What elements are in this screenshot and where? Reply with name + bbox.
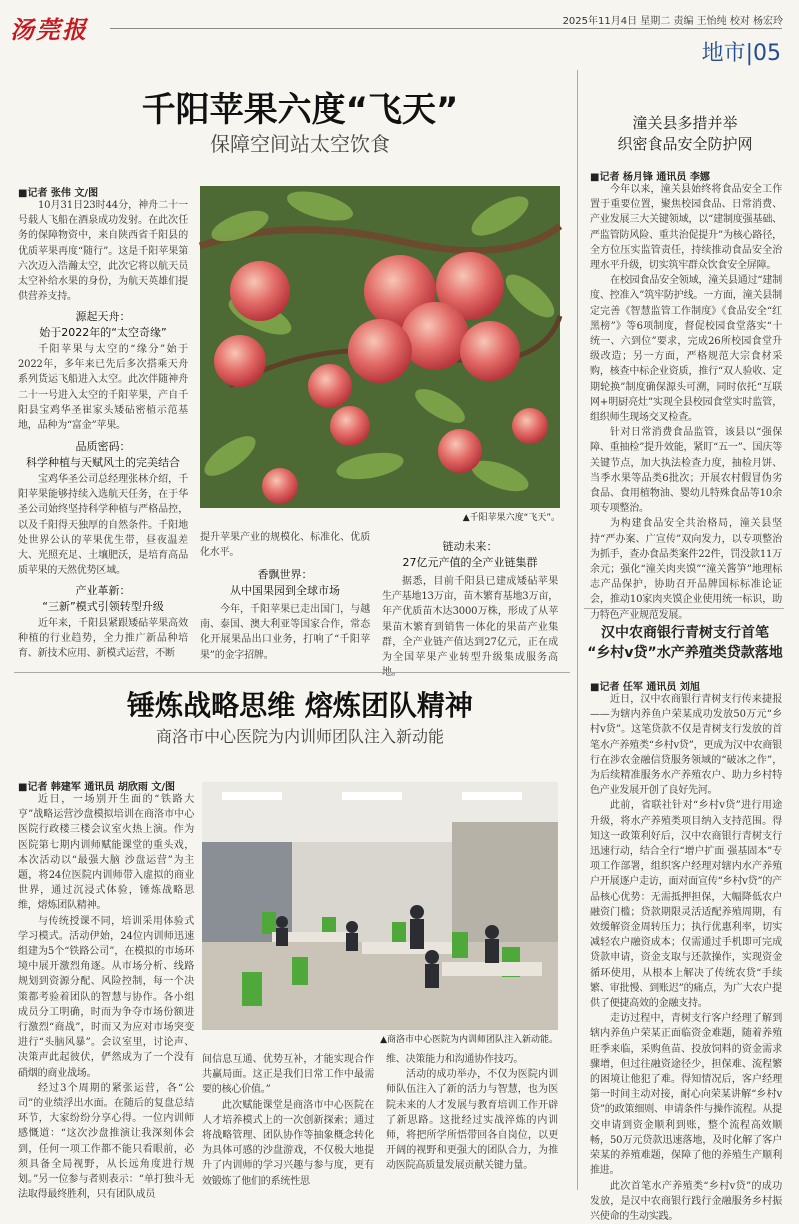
apple-tree-photo [200,186,560,508]
article1-body-6: 今年，千阳苹果已走出国门，与越南、泰国、澳大利亚等国家合作，常态化开展果品出口业务，打响了“千阳苹果”的金字招牌。 [200,604,370,661]
masthead-logo: 汤莞报 [10,15,88,44]
article2-byline: ■记者 韩建军 通讯员 胡欣雨 文/图 [18,782,176,793]
column-divider [577,70,578,1190]
article1-title: 千阳苹果六度“飞天” [141,90,459,130]
article1-heading-world: 香飘世界： 从中国果园到全球市场 [230,568,340,597]
article1-body-3: 宝鸡华圣公司总经理张林介绍，千阳苹果能够持续入选航天任务，在于华圣公司始终坚持科学种植与严格品控，以及千阳得天独厚的自然条件。千阳地处世界公认的苹果优生带，昼夜温差大、光照充足、土壤肥沃，是培育高品质苹果的天然优势区域。 [18,474,188,577]
article4-byline: ■记者 任军 通讯员 刘旭 [590,682,700,693]
article1-heading-innovation: 产业革新： “三新”模式引领转型升级 [42,584,164,613]
article2-body-2: 间信息互通、优势互补，才能实现合作共赢局面。这正是我们日常工作中最需要的核心价值。” 此次赋能课堂是商洛市中心医院在人才培养模式上的一次创新探索；通过将战略管理、团队协作等抽象概念转化为具体可感的沙盘游戏，不仅极大地提升了内训师的学习兴趣与参与度，更有效锻炼了他们的系统性思 [202,1054,374,1187]
article1-body-1: 10月31日23时44分，神舟二十一号载人飞船在酒泉成功发射。在此次任务的保障物资中，来自陕西省千阳县的优质苹果再度“随行”。这是千阳苹果第六次迈入浩瀚太空，此次它将以航天员太空补给水果的身份，为航天英雄们提供营养支持。 [18,200,188,303]
article1-body-2: 千阳苹果与太空的“缘分”始于2022年，多年来已先后多次搭乘天舟系列货运飞船进入太空。此次伴随神舟二十一号进入太空的千阳苹果，产自千阳县宝鸡华圣崔家头矮砧密植示范基地，品种为“富金”苹果。 [18,344,188,432]
article3-byline: ■记者 杨月锋 通讯员 李娜 [590,172,710,183]
divider-article1 [14,672,570,673]
article4-body: 近日，汉中农商银行青树支行传来捷报——为辖内养鱼户荣某成功发放50万元“乡村v贷”。这笔贷款不仅是青树支行发放的首笔水产养殖类“乡村v贷”，更成为汉中农商银行在涉农金融信贷服务领域的“破冰之作”，为后续精准服务水产养殖农户、助力乡村特色产业发展开创了良好先河。 此前，省联社针对“乡村v贷”进行用途升级，将水产养殖类项目纳入支持范围。得知这一政策利好后，汉中农商银行青树支行迅速行动，结合全行“增户扩面 强基固本”专项工作部署，组织客户经理对辖内水产养殖户开展逐户走访，面对面宣传“乡村v贷”的产品核心优势：无需抵押担保，大幅降低农户融资门槛；贷款期限灵活适配养殖周期，有效缓解资金周转压力；执行优惠利率，切实减轻农户融资成本；仅需通过手机即可完成贷款申请，资金支取与还款操作，实现资金循环使用，从根本上解决了传统农贷“手续繁、审批慢、到账迟”的痛点，为广大农户提供了便捷高效的金融支持。 走访过程中，青树支行客户经理了解到辖内养鱼户荣某正面临资金难题，随着养殖旺季来临，采购鱼苗、投放饲料的资金需求骤增，但过往融资途径少，担保难、流程繁的困境让他犯了难。得知情况后，客户经理第一时间主动对接，耐心向荣某讲解“乡村v贷”的政策细则、申请条件与操作流程。从提交申请到资金顺利到账，整个流程高效顺畅，50万元贷款迅速落地，及时化解了客户荣某的养殖难题，保障了他的养殖生产顺利推进。 此次首笔水产养殖类“乡村v贷”的成功发放，是汉中农商银行践行金融服务乡村振兴使命的生动实践。 [590,694,782,1222]
article2-body-1: 近日，一场别开生面的“铁路大亨”战略运营沙盘模拟培训在商洛市中心医院行政楼三楼会议室火热上演。作为医院第七期内训师赋能课堂的重头戏，本次活动以“最强大脑 沙盘运营”为主题，将24位医院内训师带入虚拟的商业世界，通过沉浸式体验，锤炼战略思维，熔炼团队精神。 与传统授课不同，培训采用体验式学习模式。活动伊始，24位内训师迅速组建为5个“铁路公司”，在模拟的市场环境中展开激烈角逐。从市场分析、线路规划到资源分配、风险控制，每一个决策都考验着团队的智慧与协作。各小组成员分工明确，时而为争夺市场份额进行激烈“商战”，时而又为应对市场突变进行“头脑风暴”。会议室里，讨论声、决策声此起彼伏，俨然成为了一个没有硝烟的商业战场。 经过3个周期的紧张运营，各“公司”的业绩浮出水面。在随后的复盘总结环节，大家纷纷分享心得。一位内训师感慨道：“这次沙盘推演让我深刻体会到，任何一项工作都不能只看眼前，必须具备全局视野，从长远角度进行规划。”另一位参与者则表示：“单打独斗无法取得最终胜利，只有团队成员 [18,794,194,1201]
training-room-photo [202,782,558,1030]
divider-article3 [584,608,784,609]
article1-heading-origin: 源起天舟： 始于2022年的“太空奇缘” [39,310,167,339]
article1-heading-quality: 品质密码： 科学种植与天赋风土的完美结合 [26,440,180,469]
article1-body-7: 据悉，目前千阳县已建成矮砧苹果生产基地13万亩，苗木繁育基地3万亩，年产优质苗木达3000万株，形成了从苹果苗木繁育到销售一体化的果苗产业集群，全产业链产值达到27亿元，正在成为全国苹果产业转型升级集成服务高 [382,576,558,664]
article2-title: 锤炼战略思维 熔炼团队精神 [127,689,473,722]
article2-body-3: 维、决策能力和沟通协作技巧。 活动的成功举办，不仅为医院内训师队伍注入了新的活力与智慧，也为医院未来的人才发展与教育培训工作开辟了新思路。这批经过实战淬炼的内训师，将把所学所悟带回各自岗位，以更开阔的视野和更强大的团队合力，为推动医院高质量发展贡献关键力量。 [386,1054,558,1172]
article1-byline: ■记者 张伟 文/图 [18,188,99,199]
article3-body: 今年以来，潼关县始终将食品安全工作置于重要位置，聚焦校园食品、日常消费、产业发展三大关键领域，以“建制度强基础、严监管防风险、重共治促提升”为核心路径，全方位压实监管责任，持续推动食品安全治理水平升级，切实筑牢群众饮食安全屏障。 在校园食品安全领域，潼关县通过“建制度、控准入”筑牢防护线。一方面，潼关县制定完善《智慧监管工作制度》《食品安全“红黑榜”》等6项制度，督促校园食堂落实“十统一、六到位”要求，完成26所校园食堂升级改造；另一方面，严格规范大宗食材采购，核查中标企业资质，推行“双人验收、定期轮换”制度确保源头可溯，同时依托“互联网+明厨亮灶”实现全县校园食堂实时监管，组织师生现场交叉检查。 针对日常消费食品监管，该县以“强保障、重抽检”提升效能，紧盯“五一”、国庆等关键节点，加大执法检查力度，抽检月饼、当季水果等品类6批次；开展农村假冒伪劣食品、食用植物油、婴幼儿特殊食品等10余项专项整治。 为构建食品安全共治格局，潼关县坚持“严办案、广宣传”双向发力，以专项整治为抓手，查办食品类案件22件，罚没款11万余元；强化“潼关肉夹馍”“潼关酱笋”地理标志产品保护，协助召开品牌国标标准论证会，推动10家肉夹馍企业使用统一标识，助力特色产业规范发展。 [590,184,782,621]
article1-body-4: 近年来，千阳县紧跟矮砧苹果高效种植的行业趋势，全力推广新品种培育、新技术应用、新模式运营，不断 [18,618,188,660]
section-label: 地市|05 [701,41,781,66]
training-photo-caption: ▲商洛市中心医院为内训师团队注入新动能。 [380,1035,558,1045]
dateline: 2025年11月4日 星期二 责编 王怡纯 校对 杨宏玲 [562,16,783,27]
article1-body-5: 提升苹果产业的规模化、标准化、优质化水平。 [200,532,370,559]
article2-subtitle: 商洛市中心医院为内训师团队注入新动能 [155,727,444,746]
apple-photo-caption: ▲千阳苹果六度“飞天”。 [462,513,560,523]
header-divider [110,28,782,29]
article1-heading-future: 链动未来： 27亿元产值的全产业链集群 [402,540,538,569]
article4-title: 汉中农商银行青树支行首笔 “乡村v贷”水产养殖类贷款落地 [587,625,783,661]
article3-title: 潼关县多措并举 织密食品安全防护网 [617,114,753,153]
article1-subtitle: 保障空间站太空饮食 [210,132,390,156]
